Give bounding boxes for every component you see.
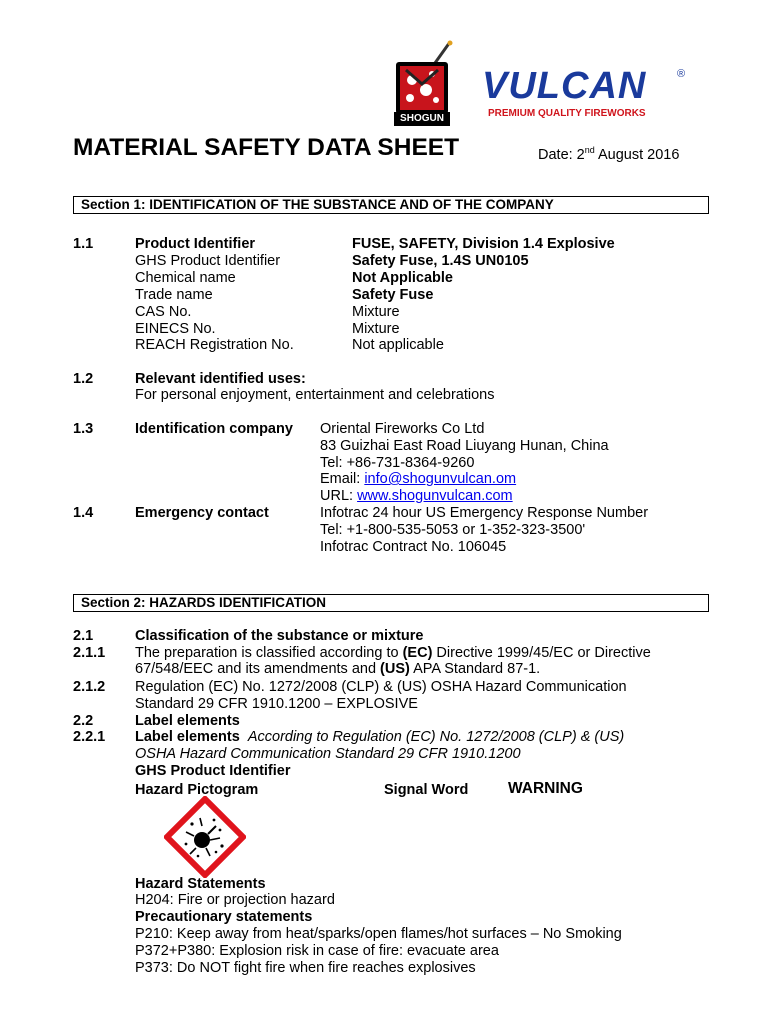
precautionary-heading: Precautionary statements <box>135 909 313 925</box>
signal-word-label: Signal Word <box>384 782 469 798</box>
emergency-line-3: Infotrac Contract No. 106045 <box>320 539 507 555</box>
emergency-contact-label: Emergency contact <box>135 505 269 521</box>
document-date <box>538 141 679 164</box>
company-url <box>320 488 513 505</box>
shogun-logo-text: SHOGUN <box>394 112 450 126</box>
section1-heading-box <box>73 196 709 214</box>
section-1-1-number: 1.1 <box>73 236 94 252</box>
signal-word-value: WARNING <box>508 780 583 797</box>
date-prefix: Date: 2 <box>538 146 585 163</box>
cas-no-label: CAS No. <box>135 304 192 320</box>
identified-uses-text: For personal enjoyment, entertainment and celebrations <box>135 387 495 403</box>
classification-text-d: 67/548/EEC and its amendments and <box>135 661 381 677</box>
email-link[interactable]: info@shogunvulcan.om <box>364 471 517 487</box>
exploding-bomb-pictogram-icon <box>164 796 246 878</box>
vulcan-logo <box>482 66 692 126</box>
precautionary-statement-2: P372+P380: Explosion risk in case of fire: evacuate area <box>135 943 499 959</box>
classification-line-1 <box>135 645 651 662</box>
section-2-1-2-number: 2.1.2 <box>73 679 106 695</box>
us-label: (US) <box>380 661 410 677</box>
precautionary-statement-3: P373: Do NOT fight fire when fire reaches explosives <box>135 960 476 976</box>
shogun-logo <box>392 40 454 130</box>
email-prefix: Email: <box>320 471 365 487</box>
chemical-name-value: Not Applicable <box>352 270 453 286</box>
section1-heading: Section 1: IDENTIFICATION OF THE SUBSTANCE AND OF THE COMPANY <box>81 197 554 212</box>
chemical-name-label: Chemical name <box>135 270 236 286</box>
section-2-1-number: 2.1 <box>73 628 94 644</box>
hazard-statement-1: H204: Fire or projection hazard <box>135 892 335 908</box>
section-1-4-number: 1.4 <box>73 505 94 521</box>
label-elements-heading: Label elements <box>135 713 240 729</box>
identification-company-label: Identification company <box>135 421 293 437</box>
vulcan-tagline: PREMIUM QUALITY FIREWORKS <box>488 108 646 119</box>
section-2-1-1-number: 2.1.1 <box>73 645 106 661</box>
date-suffix-ordinal: nd <box>584 145 595 155</box>
ghs-identifier-value: Safety Fuse, 1.4S UN0105 <box>352 253 529 269</box>
classification-text-a: The preparation is classified according to <box>135 645 403 661</box>
section-1-3-number: 1.3 <box>73 421 94 437</box>
precautionary-statement-1: P210: Keep away from heat/sparks/open flames/hot surfaces – No Smoking <box>135 926 622 942</box>
classification-label: Classification of the substance or mixture <box>135 628 424 644</box>
hazard-pictogram-label: Hazard Pictogram <box>135 782 259 798</box>
label-elements-regulation-1: According to Regulation (EC) No. 1272/2008 (CLP) & (US) <box>247 729 625 745</box>
classification-line-2 <box>135 661 540 678</box>
company-name: Oriental Fireworks Co Ltd <box>320 421 485 437</box>
company-address: 83 Guizhai East Road Liuyang Hunan, China <box>320 438 609 454</box>
section-1-2-number: 1.2 <box>73 371 94 387</box>
vulcan-logo-text: VULCAN <box>482 65 647 107</box>
einecs-no-label: EINECS No. <box>135 321 216 337</box>
url-prefix: URL: <box>320 488 358 504</box>
emergency-line-1: Infotrac 24 hour US Emergency Response Number <box>320 505 649 521</box>
reach-registration-value: Not applicable <box>352 337 444 353</box>
company-tel: Tel: +86-731-8364-9260 <box>320 455 475 471</box>
section-2-2-1-number: 2.2.1 <box>73 729 106 745</box>
identified-uses-label: Relevant identified uses: <box>135 371 306 387</box>
ec-label: (EC) <box>402 645 433 661</box>
einecs-no-value: Mixture <box>352 321 400 337</box>
cas-no-value: Mixture <box>352 304 400 320</box>
page-title: MATERIAL SAFETY DATA SHEET <box>73 134 460 161</box>
label-elements-line <box>135 729 624 746</box>
section-2-2-number: 2.2 <box>73 713 94 729</box>
trade-name-label: Trade name <box>135 287 213 303</box>
product-identifier-value: FUSE, SAFETY, Division 1.4 Explosive <box>352 236 615 252</box>
classification-text-e: APA Standard 87-1. <box>409 661 541 677</box>
url-link[interactable]: www.shogunvulcan.com <box>357 488 513 504</box>
ghs-product-identifier-heading: GHS Product Identifier <box>135 763 291 779</box>
regulation-line-1: Regulation (EC) No. 1272/2008 (CLP) & (US) OSHA Hazard Communication <box>135 679 627 695</box>
classification-text-c: Directive 1999/45/EC or Directive <box>432 645 651 661</box>
label-elements-sub: Label elements <box>135 729 240 745</box>
emergency-line-2: Tel: +1-800-535-5053 or 1-352-323-3500' <box>320 522 586 538</box>
product-identifier-label: Product Identifier <box>135 236 256 252</box>
ghs-identifier-label: GHS Product Identifier <box>135 253 281 269</box>
regulation-line-2: Standard 29 CFR 1910.1200 – EXPLOSIVE <box>135 696 418 712</box>
hazard-statements-heading: Hazard Statements <box>135 876 266 892</box>
section2-heading: Section 2: HAZARDS IDENTIFICATION <box>81 595 327 610</box>
reach-registration-label: REACH Registration No. <box>135 337 294 353</box>
label-elements-regulation-2: OSHA Hazard Communication Standard 29 CFR 1910.1200 <box>135 746 521 762</box>
date-rest: August 2016 <box>594 146 680 163</box>
registered-mark: ® <box>677 68 686 80</box>
trade-name-value: Safety Fuse <box>352 287 434 303</box>
company-email <box>320 471 516 488</box>
section2-heading-box <box>73 594 709 612</box>
